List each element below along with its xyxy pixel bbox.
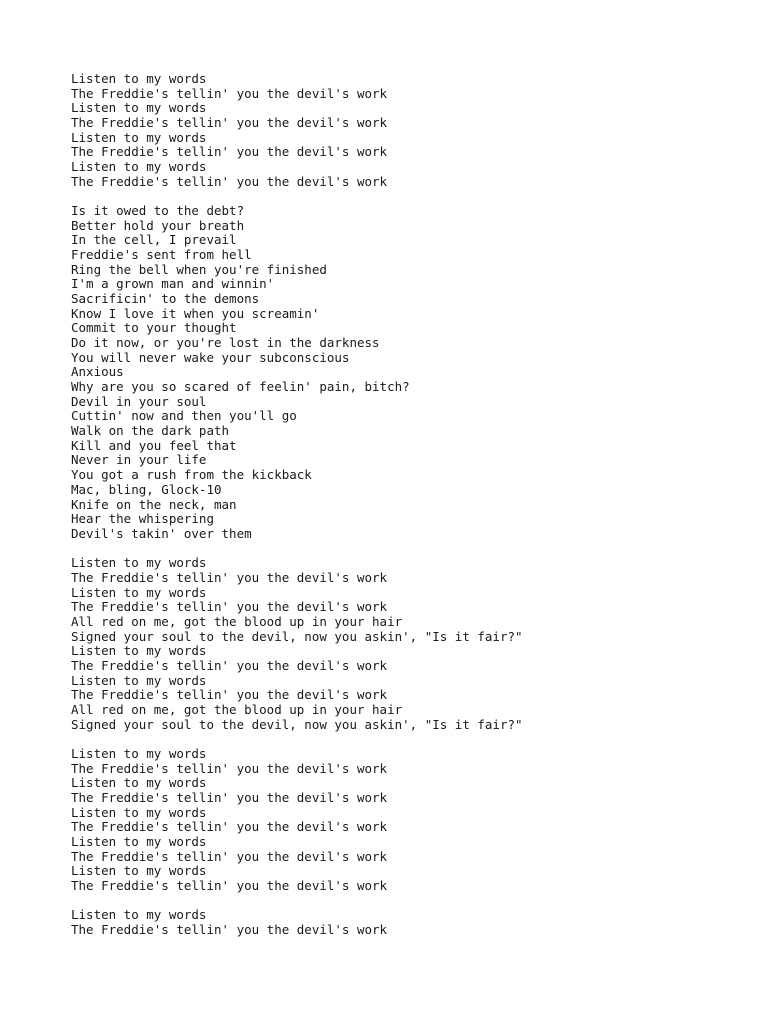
lyric-line: The Freddie's tellin' you the devil's work	[71, 922, 388, 938]
lyric-line: Cuttin' now and then you'll go	[71, 408, 297, 424]
lyric-line: The Freddie's tellin' you the devil's work	[71, 657, 388, 673]
lyric-line: Listen to my words	[71, 833, 207, 849]
lyric-line: In the cell, I prevail	[71, 232, 237, 248]
lyric-line: Listen to my words	[71, 775, 207, 791]
lyric-line: The Freddie's tellin' you the devil's work	[71, 144, 388, 160]
lyric-line: Walk on the dark path	[71, 423, 230, 439]
lyric-line: The Freddie's tellin' you the devil's work	[71, 569, 388, 585]
lyric-line: You got a rush from the kickback	[71, 467, 312, 483]
stanza	[71, 556, 728, 732]
lyric-line: Listen to my words	[71, 159, 207, 175]
lyric-line: Listen to my words	[71, 100, 207, 116]
lyric-line: Sacrificin' to the demons	[71, 291, 260, 307]
lyric-line: Commit to your thought	[71, 320, 237, 336]
lyric-line: Listen to my words	[71, 555, 207, 571]
lyric-line: I'm a grown man and winnin'	[71, 276, 275, 292]
lyric-line: The Freddie's tellin' you the devil's work	[71, 848, 388, 864]
lyric-line: Listen to my words	[71, 584, 207, 600]
lyric-line: The Freddie's tellin' you the devil's work	[71, 599, 388, 615]
lyric-line: Devil's takin' over them	[71, 525, 252, 541]
lyric-line: Listen to my words	[71, 129, 207, 145]
lyric-line: The Freddie's tellin' you the devil's work	[71, 85, 388, 101]
lyric-line: All red on me, got the blood up in your hair	[71, 613, 403, 629]
lyric-line: You will never wake your subconscious	[71, 349, 350, 365]
lyric-line: The Freddie's tellin' you the devil's work	[71, 789, 388, 805]
lyric-line: Signed your soul to the devil, now you askin', "Is it fair?"	[71, 628, 523, 644]
lyric-line: Hear the whispering	[71, 511, 214, 527]
lyric-line: The Freddie's tellin' you the devil's work	[71, 115, 388, 131]
lyric-line: Never in your life	[71, 452, 207, 468]
lyric-line: Ring the bell when you're finished	[71, 261, 327, 277]
lyric-line: Freddie's sent from hell	[71, 247, 252, 263]
lyric-line: The Freddie's tellin' you the devil's work	[71, 878, 388, 893]
lyric-line: Listen to my words	[71, 804, 207, 820]
lyric-line: The Freddie's tellin' you the devil's work	[71, 760, 388, 776]
lyric-line: Kill and you feel that	[71, 437, 237, 453]
lyric-line: The Freddie's tellin' you the devil's work	[71, 687, 388, 703]
lyric-line: Listen to my words	[71, 863, 207, 879]
lyric-line: Why are you so scared of feelin' pain, bitch?	[71, 379, 410, 395]
lyric-line: Listen to my words	[71, 71, 207, 86]
stanza	[71, 747, 728, 894]
lyric-line: Devil in your soul	[71, 393, 207, 409]
lyric-line: Signed your soul to the devil, now you askin', "Is it fair?"	[71, 716, 523, 732]
lyric-line: All red on me, got the blood up in your hair	[71, 701, 403, 717]
lyric-line: The Freddie's tellin' you the devil's work	[71, 819, 388, 835]
lyric-line: Listen to my words	[71, 745, 207, 761]
stanza	[71, 908, 728, 937]
lyric-line: Know I love it when you screamin'	[71, 305, 320, 321]
lyric-line: The Freddie's tellin' you the devil's work	[71, 173, 388, 189]
lyric-line: Mac, bling, Glock-10	[71, 481, 222, 497]
stanza	[71, 72, 728, 189]
lyric-line: Do it now, or you're lost in the darkness	[71, 335, 380, 351]
lyric-line: Anxious	[71, 364, 124, 380]
stanza	[71, 204, 728, 541]
lyric-line: Is it owed to the debt?	[71, 203, 245, 219]
lyric-line: Listen to my words	[71, 643, 207, 659]
lyrics-document	[71, 72, 728, 952]
lyric-line: Better hold your breath	[71, 217, 245, 233]
lyric-line: Listen to my words	[71, 907, 207, 923]
lyric-line: Knife on the neck, man	[71, 496, 237, 512]
lyric-line: Listen to my words	[71, 672, 207, 688]
